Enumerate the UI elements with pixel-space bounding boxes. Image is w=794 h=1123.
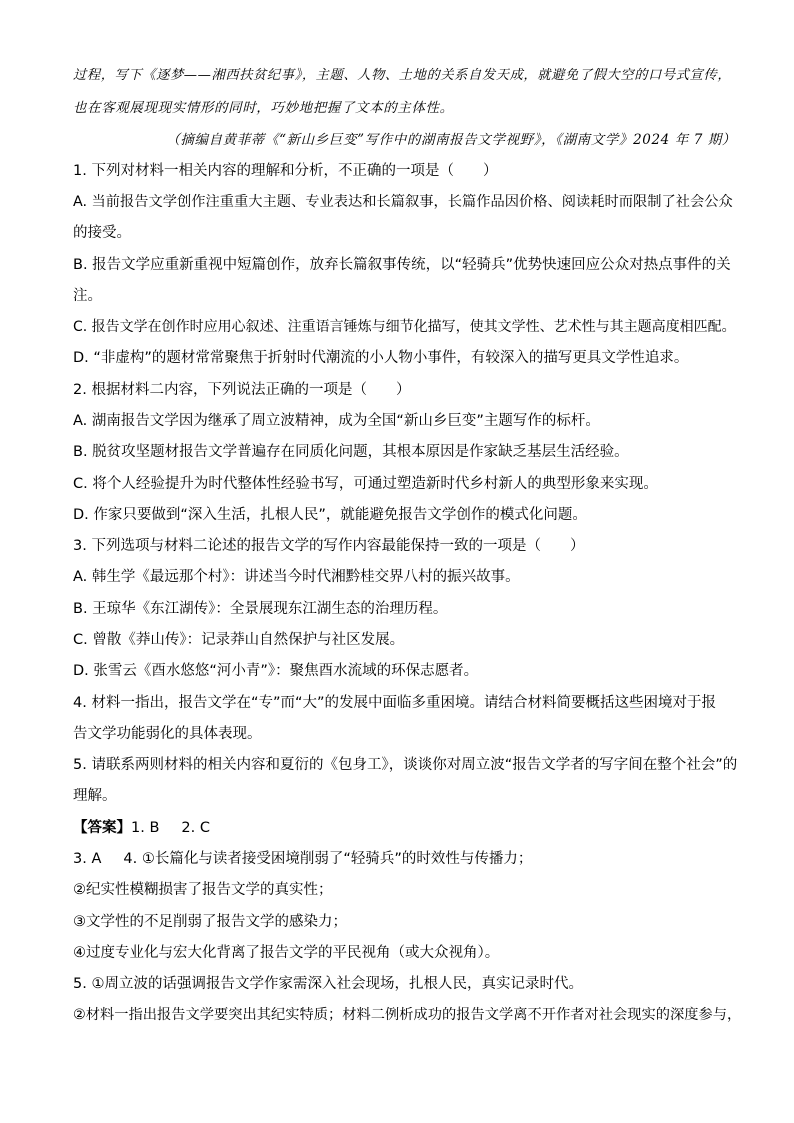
- question-option: C. 曾散《莽山传》：记录莽山自然保护与社区发展。: [73, 632, 405, 648]
- question-option: B. 报告文学应重新重视中短篇创作，放弃长篇叙事传统，以“轻骑兵”优势快速回应公众对热点事件的关: [73, 257, 731, 273]
- answer-line: [73, 818, 742, 838]
- source-citation: （摘编自黄菲蒂《“新山乡巨变”写作中的湖南报告文学视野》，《湖南文学》2024 年 7 期）: [166, 132, 736, 148]
- question-option: A. 韩生学《最远那个村》：讲述当今时代湘黔桂交界八村的振兴故事。: [73, 569, 520, 585]
- answer-tag: 【答案】: [73, 820, 131, 836]
- question-stem: 2. 根据材料二内容，下列说法正确的一项是（ ）: [73, 382, 411, 398]
- question-option: A. 当前报告文学创作注重重大主题、专业表达和长篇叙事，长篇作品因价格、阅读耗时而限制了社会公众: [73, 194, 733, 210]
- answer-5-item: ②材料一指出报告文学要突出其纪实特质；材料二例析成功的报告文学离不开作者对社会现实的深度参与，: [73, 1007, 742, 1023]
- question-option: A. 湖南报告文学因为继承了周立波精神，成为全国“新山乡巨变”主题写作的标杆。: [73, 413, 600, 429]
- answer-4-head: 4. ①长篇化与读者接受困境削弱了“轻骑兵”的时效性与传播力；: [123, 851, 533, 867]
- question-option: B. 脱贫攻坚题材报告文学普遍存在同质化问题，其根本原因是作家缺乏基层生活经验。: [73, 444, 629, 460]
- answer-line: [73, 849, 742, 869]
- answer-4-item: ③文学性的不足削弱了报告文学的感染力；: [73, 914, 347, 930]
- question-stem: 4. 材料一指出，报告文学在“专”而“大”的发展中面临多重困境。请结合材料简要概括这些困境对于报: [73, 695, 716, 711]
- answer-2: 2. C: [181, 820, 210, 836]
- question-stem-cont: 理解。: [73, 788, 117, 804]
- answer-1: 1. B: [131, 820, 160, 836]
- answer-5-head: 5. ①周立波的话强调报告文学作家需深入社会现场，扎根人民，真实记录时代。: [73, 976, 583, 992]
- question-stem: 1. 下列对材料一相关内容的理解和分析，不正确的一项是（ ）: [73, 163, 498, 179]
- answer-4-item: ④过度专业化与宏大化背离了报告文学的平民视角（或大众视角）。: [73, 945, 500, 961]
- question-option: D. 作家只要做到“深入生活，扎根人民”，就能避免报告文学创作的模式化问题。: [73, 507, 587, 523]
- intro-line: 也在客观展现现实情形的同时，巧妙地把握了文本的主体性。: [73, 100, 454, 116]
- question-option: C. 报告文学在创作时应用心叙述、注重语言锤炼与细节化描写，使其文学性、艺术性与其主题高度相匹配。: [73, 319, 736, 335]
- question-stem-cont: 告文学功能弱化的具体表现。: [73, 726, 262, 742]
- question-option-cont: 注。: [73, 288, 102, 304]
- question-option-cont: 的接受。: [73, 225, 131, 241]
- question-stem: 5. 请联系两则材料的相关内容和夏衍的《包身工》，谈谈你对周立波“报告文学者的写字间在整个社会”的: [73, 757, 738, 773]
- intro-line: 过程，写下《逐梦——湘西扶贫纪事》，主题、人物、土地的关系自发天成，就避免了假大空的口号式宣传，: [73, 68, 732, 83]
- question-stem: 3. 下列选项与材料二论述的报告文学的写作内容最能保持一致的一项是（ ）: [73, 538, 585, 554]
- question-option: C. 将个人经验提升为时代整体性经验书写，可通过塑造新时代乡村新人的典型形象来实现。: [73, 476, 658, 492]
- question-option: D. “非虚构”的题材常常聚焦于折射时代潮流的小人物小事件，有较深入的描写更具文学性追求。: [73, 350, 689, 366]
- question-option: D. 张雪云《酉水悠悠“河小青”》：聚焦酉水流域的环保志愿者。: [73, 663, 479, 679]
- question-option: B. 王琼华《东江湖传》：全景展现东江湖生态的治理历程。: [73, 601, 448, 617]
- answer-4-item: ②纪实性模糊损害了报告文学的真实性；: [73, 882, 333, 898]
- answer-3: 3. A: [73, 851, 102, 867]
